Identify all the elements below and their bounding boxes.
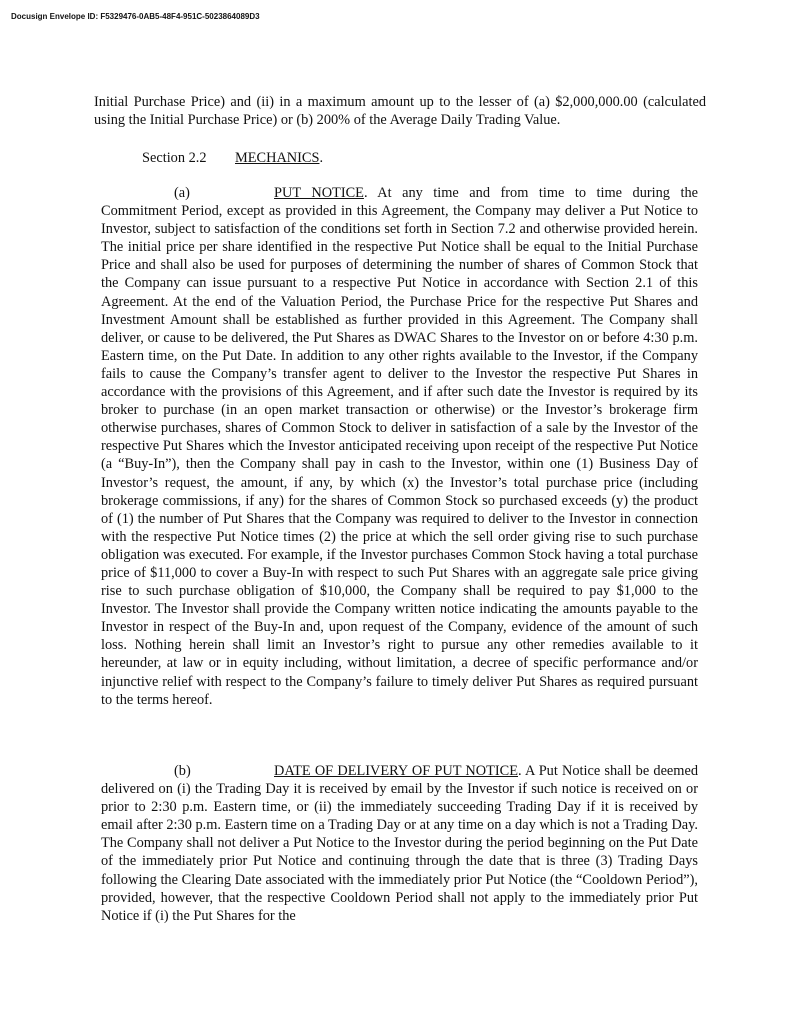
envelope-id: Docusign Envelope ID: F5329476-0AB5-48F4-951C-5023864089D3	[11, 12, 260, 21]
subsection-b-label: (b)	[174, 763, 191, 779]
section-heading	[142, 149, 323, 167]
subsection-a-body: . At any time and from time to time during the Commitment Period, except as provided in this Agreement, the Company may deliver a Put Notice to Investor, subject to satisfaction of the conditions set forth in Section 7.2 and otherwise provided herein. The initial price per share identified in the respective Put Notice shall be equal to the Initial Purchase Price and shall also be used for purposes of determining the number of shares of Common Stock that the Company can issue pursuant to a respective Put Notice in accordance with Section 2.1 of this Agreement. At the end of the Valuation Period, the Purchase Price for the respective Put Shares and Investment Amount shall be established as further provided in this Agreement. The Company shall deliver, or cause to be delivered, the Put Shares as DWAC Shares to the Investor on or before 4:30 p.m. Eastern time, on the Put Date. In addition to any other rights available to the Investor, if the Company fails to cause the Company’s transfer agent to deliver to the Investor the respective Put Shares in accordance with the provisions of this Agreement, and if after such date the Investor is required by its broker to purchase (in an open market transaction or otherwise) or the Investor’s brokerage firm otherwise purchases, shares of Common Stock to deliver in satisfaction of a sale by the Investor of the respective Put Shares which the Investor anticipated receiving upon receipt of the respective Put Notice (a “Buy-In”), then the Company shall pay in cash to the Investor, within one (1) Business Day of Investor’s request, the amount, if any, by which (x) the Investor’s total purchase price (including brokerage commissions, if any) for the shares of Common Stock so purchased exceeds (y) the product of (1) the number of Put Shares that the Company was required to deliver to the Investor in connection with the respective Put Notice times (2) the price at which the sell order giving rise to such purchase obligation was executed. For example, if the Investor purchases Common Stock having a total purchase price of $11,000 to cover a Buy-In with respect to such Put Shares with an aggregate sale price giving rise to such purchase obligation of $10,000, the Company shall be required to pay $1,000 to the Investor. The Investor shall provide the Company written notice indicating the amounts payable to the Investor in respect of the Buy-In and, upon request of the Company, evidence of the amount of such loss. Nothing herein shall limit an Investor’s right to pursue any other remedies available to it hereunder, at law or in equity including, without limitation, a decree of specific performance and/or injunctive relief with respect to the Company’s failure to timely deliver Put Shares as required pursuant to the terms hereof.	[101, 185, 698, 708]
section-title: MECHANICS	[235, 150, 320, 166]
section-number: Section 2.2	[142, 150, 207, 166]
intro-paragraph: Initial Purchase Price) and (ii) in a maximum amount up to the lesser of (a) $2,000,000.00 (calculated using the Initial Purchase Price) or (b) 200% of the Average Daily Trading Value.	[94, 94, 706, 129]
subsection-a-label: (a)	[174, 185, 190, 201]
subsection-a-heading: PUT NOTICE	[274, 185, 364, 201]
section-title-period: .	[319, 150, 324, 166]
subsection-b-paragraph	[101, 762, 698, 925]
subsection-b-body: . A Put Notice shall be deemed delivered on (i) the Trading Day it is received by email by the Investor if such notice is received on or prior to 2:30 p.m. Eastern time, or (ii) the immediately succeeding Trading Day if it is received by email after 2:30 p.m. Eastern time on a Trading Day or at any time on a day which is not a Trading Day. The Company shall not deliver a Put Notice to the Investor during the period beginning on the Put Date of the immediately prior Put Notice and continuing through the date that is three (3) Trading Days following the Clearing Date associated with the immediately prior Put Notice (the “Cooldown Period”), provided, however, that the respective Cooldown Period shall not apply to the immediately prior Put Notice if (i) the Put Shares for the	[101, 763, 698, 924]
subsection-b-heading: DATE OF DELIVERY OF PUT NOTICE	[274, 763, 518, 779]
subsection-a-paragraph	[101, 184, 698, 709]
